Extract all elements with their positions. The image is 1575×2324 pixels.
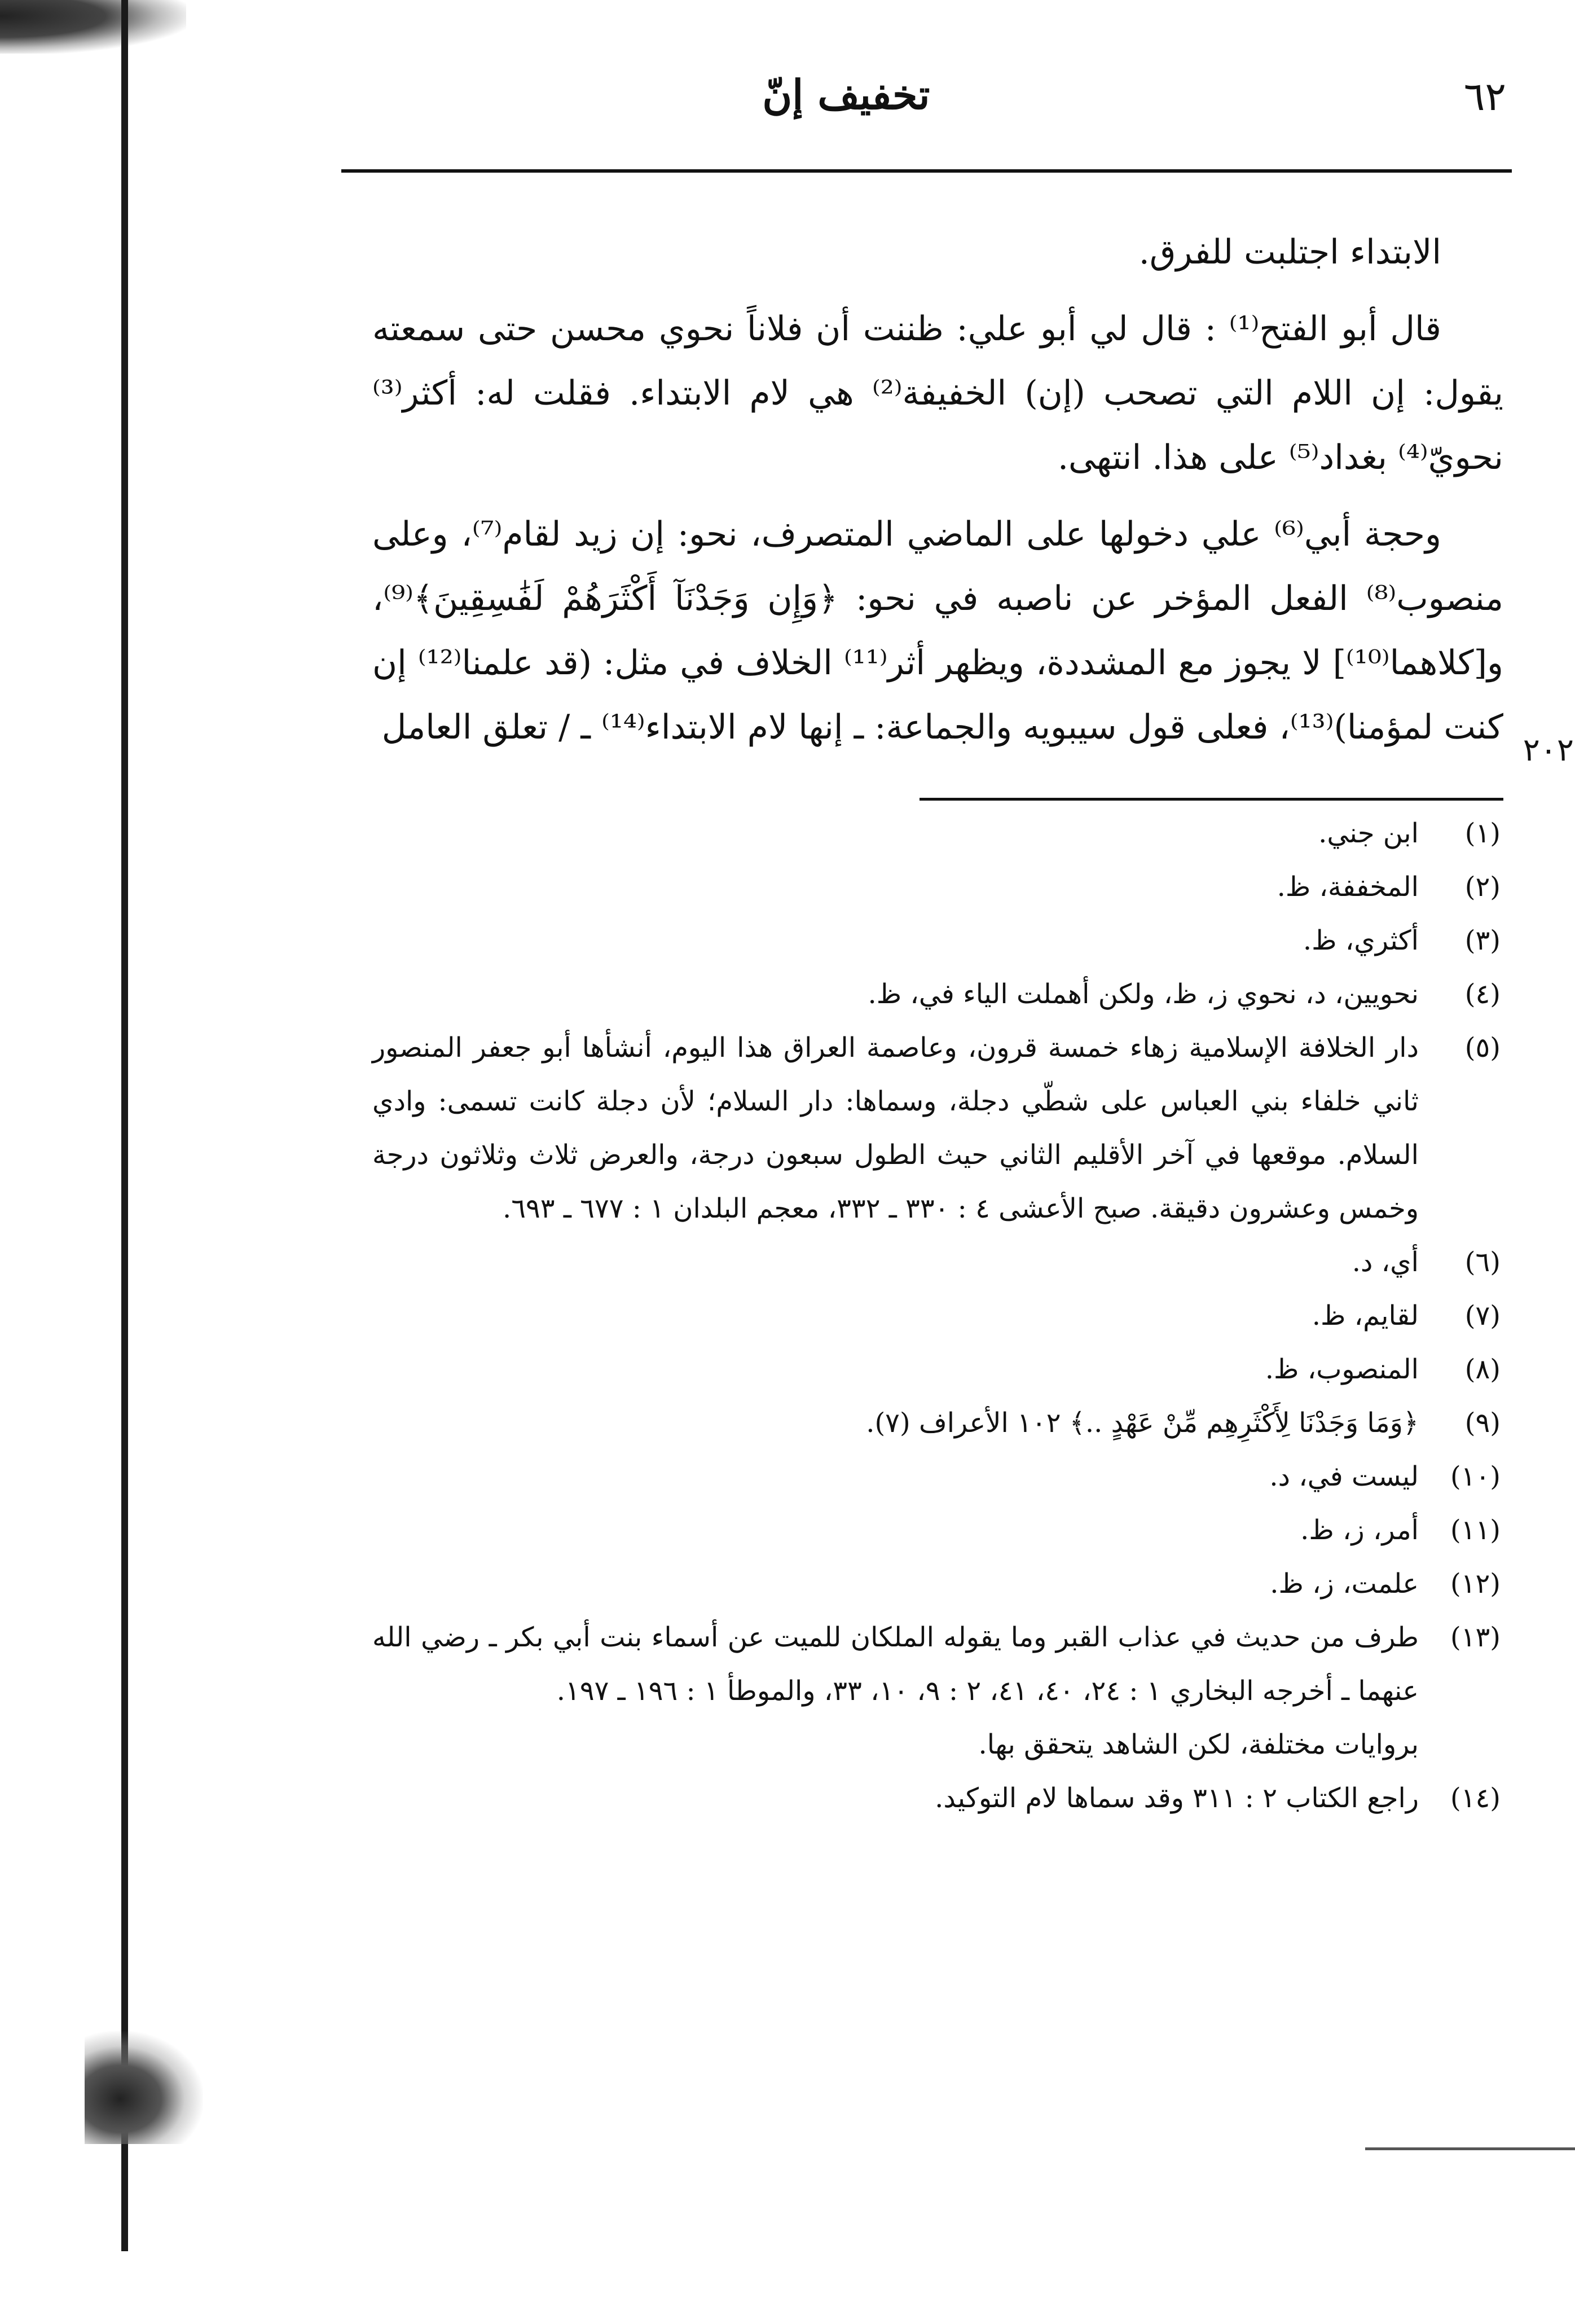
paragraph: وحجة أبي⁽⁶⁾ علي دخولها على الماضي المتصرف، نحو: إن زيد لقام⁽⁷⁾، وعلى منصوب⁽⁸⁾ الفعل المؤخر عن ناصبه في نحو: ﴿وَإِن وَجَدْنَآ أَكْثَرَهُمْ لَفَٰسِقِينَ﴾⁽⁹⁾، و[كلاهما⁽¹⁰⁾] لا يجوز مع المشددة، ويظهر أثر⁽¹¹⁾ الخلاف في مثل: (قد علمنا⁽¹²⁾ إن كنت لمؤمنا)⁽¹³⁾، فعلى قول سيبويه والجماعة: ـ إنها لام الابتداء⁽¹⁴⁾ ـ / تعلق العامل: [372, 515, 1503, 747]
footnote-number: (١٢): [1450, 1568, 1501, 1600]
footnote-text: أكثري، ظ.: [1303, 925, 1419, 956]
footnote-number: (٢): [1464, 871, 1501, 903]
binding-shadow-top: [0, 0, 186, 54]
footnote-text: المنصوب، ظ.: [1265, 1354, 1419, 1385]
footnote-text: أمر، ز، ظ.: [1300, 1514, 1419, 1546]
footnote-number: (١١): [1450, 1514, 1501, 1546]
footnote-number: (٩): [1464, 1407, 1501, 1439]
binding-shadow-bottom: [85, 2031, 203, 2144]
footnote-divider: [920, 798, 1503, 801]
footnote-item: [372, 860, 1501, 914]
footnote-number: (٣): [1464, 925, 1501, 956]
paragraph: الابتداء اجتلبت للفرق.: [1138, 232, 1441, 272]
footnote-number: (١٠): [1450, 1461, 1501, 1492]
footnote-item: [372, 1396, 1501, 1450]
binding-edge: [121, 0, 128, 2251]
footnote-text: راجع الكتاب ٢ : ٣١١ وقد سماها لام التوكيد.: [935, 1782, 1419, 1814]
page-number: ٦٢: [1463, 73, 1506, 120]
footnote-item: [372, 1450, 1501, 1504]
footnote-item: [372, 1289, 1501, 1343]
footnote-item: [372, 1021, 1501, 1236]
footnote-text: لقايم، ظ.: [1312, 1300, 1419, 1332]
footnote-item: [372, 1504, 1501, 1557]
footnote-text: ليست في، د.: [1269, 1461, 1419, 1492]
footnotes: [372, 807, 1501, 1825]
footnote-item: [372, 1343, 1501, 1396]
footnote-number: (١٣): [1450, 1622, 1501, 1653]
footnote-number: (١): [1464, 818, 1501, 849]
scan-edge-line: [1365, 2147, 1575, 2150]
footnote-number: (٦): [1464, 1246, 1501, 1278]
running-head: تخفيف إنّ: [762, 71, 930, 118]
footnote-item: [372, 914, 1501, 968]
footnote-text: علمت، ز، ظ.: [1270, 1568, 1419, 1600]
footnote-continuation: بروايات مختلفة، لكن الشاهد يتحقق بها.: [978, 1729, 1419, 1760]
footnote-item: [372, 1611, 1501, 1772]
footnote-text: المخففة، ظ.: [1277, 871, 1419, 903]
footnote-item: [372, 807, 1501, 860]
footnote-number: (٤): [1464, 978, 1501, 1010]
footnote-text: طرف من حديث في عذاب القبر وما يقوله الملكان للميت عن أسماء بنت أبي بكر ـ رضي الله عنهما ـ أخرجه البخاري ١ : ٢٤، ٤٠، ٤١، ٢ : ٩، ١٠، ٣٣، والموطأ ١ : ١٩٦ ـ ١٩٧.: [372, 1622, 1419, 1707]
footnote-item: [372, 1772, 1501, 1825]
footnote-number: (٧): [1464, 1300, 1501, 1332]
footnote-number: (٨): [1464, 1354, 1501, 1385]
footnote-text: أي، د.: [1352, 1246, 1419, 1278]
margin-folio: ٢٠٢: [1523, 732, 1574, 768]
paragraph: قال أبو الفتح⁽¹⁾ : قال لي أبو علي: ظننت أن فلاناً نحوي محسن حتى سمعته يقول: إن اللام التي تصحب (إن) الخفيفة⁽²⁾ هي لام الابتداء. فقلت له: أكثر⁽³⁾ نحويّ⁽⁴⁾ بغداد⁽⁵⁾ على هذا. انتهى.: [372, 309, 1503, 477]
header-divider: [341, 169, 1512, 173]
footnote-item: [372, 1557, 1501, 1611]
footnote-item: [372, 968, 1501, 1021]
footnote-number: (١٤): [1450, 1782, 1501, 1814]
footnote-text: ﴿وَمَا وَجَدْنَا لِأَكْثَرِهِم مِّنْ عَهْدٍ ..﴾ ١٠٢ الأعراف (٧).: [866, 1407, 1419, 1439]
main-text: [372, 220, 1503, 759]
footnote-text: ابن جني.: [1318, 818, 1419, 849]
footnote-number: (٥): [1464, 1032, 1501, 1064]
footnote-item: [372, 1236, 1501, 1289]
footnote-text: نحويين، د، نحوي ز، ظ، ولكن أهملت الياء في، ظ.: [868, 978, 1419, 1010]
footnote-text: دار الخلافة الإسلامية زهاء خمسة قرون، وعاصمة العراق هذا اليوم، أنشأها أبو جعفر المنصور ثاني خلفاء بني العباس على شطّي دجلة، وسماها: دار السلام؛ لأن دجلة كانت تسمى: وادي السلام. موقعها في آخر الأقليم الثاني حيث الطول سبعون درجة، والعرض ثلاث وثلاثون درجة وخمس وعشرون دقيقة. صبح الأعشى ٤ : ٣٣٠ ـ ٣٣٢، معجم البلدان ١ : ٦٧٧ ـ ٦٩٣.: [372, 1032, 1419, 1224]
